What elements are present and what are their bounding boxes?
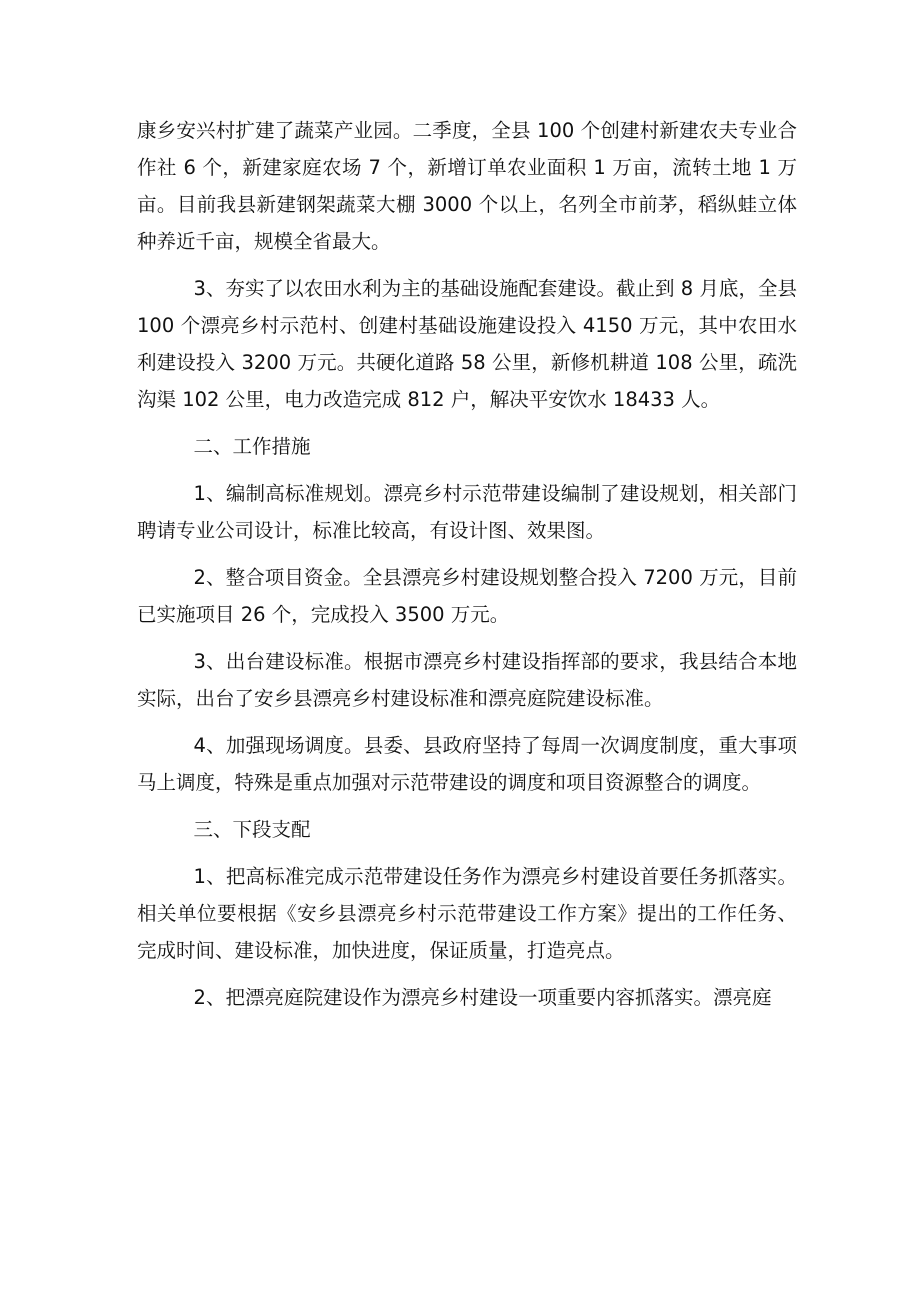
section-heading-measures: 二、工作措施 [193, 435, 311, 458]
paragraph-7: 1、把高标准完成示范带建设任务作为漂亮乡村建设首要任务抓落实。相关单位要根据《安乡县漂亮乡村示范带建设工作方案》提出的工作任务、完成时间、建设标准，加快进度，保证质量，打造亮点。 [137, 865, 797, 962]
paragraph-2: 3、夯实了以农田水利为主的基础设施配套建设。截止到 8 月底，全县 100 个漂亮乡村示范村、创建村基础设施建设投入 4150 万元，其中农田水利建设投入 3200 万元。共硬化道路 58 公里，新修机耕道 108 公里，疏洗沟渠 102 公里，电力改造完成 812 户，解决平安饮水 18433 人。 [137, 277, 797, 411]
paragraph-6: 4、加强现场调度。县委、县政府坚持了每周一次调度制度，重大事项马上调度，特殊是重点加强对示范带建设的调度和项目资源整合的调度。 [137, 734, 797, 794]
paragraph-4: 2、整合项目资金。全县漂亮乡村建设规划整合投入 7200 万元，目前已实施项目 26 个，完成投入 3500 万元。 [137, 566, 797, 626]
paragraph-5: 3、出台建设标准。根据市漂亮乡村建设指挥部的要求，我县结合本地实际，出台了安乡县漂亮乡村建设标准和漂亮庭院建设标准。 [137, 650, 797, 710]
paragraph-8: 2、把漂亮庭院建设作为漂亮乡村建设一项重要内容抓落实。漂亮庭 [193, 986, 772, 1009]
document-body [137, 112, 797, 1026]
section-heading-next-steps: 三、下段支配 [193, 818, 311, 841]
paragraph-1: 康乡安兴村扩建了蔬菜产业园。二季度，全县 100 个创建村新建农夫专业合作社 6 个，新建家庭农场 7 个，新增订单农业面积 1 万亩，流转土地 1 万亩。目前我县新建钢架蔬菜大棚 3000 个以上，名列全市前茅，稻纵蛙立体种养近千亩，规模全省最大。 [137, 119, 797, 253]
paragraph-3: 1、编制高标准规划。漂亮乡村示范带建设编制了建设规划，相关部门聘请专业公司设计，标准比较高，有设计图、效果图。 [137, 482, 797, 542]
